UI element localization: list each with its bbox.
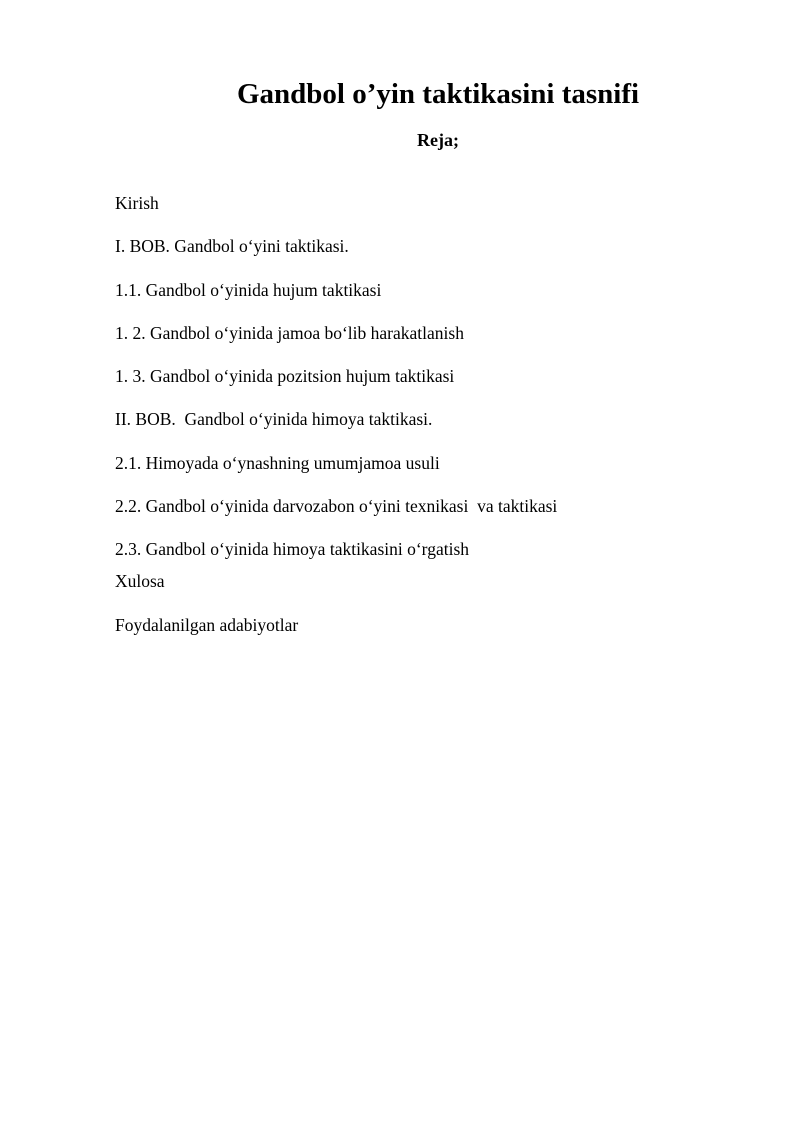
toc-item-conclusion: Xulosa — [115, 571, 165, 591]
toc-item-chapter-2: II. BOB. Gandbol o‘yinida himoya taktikasi. — [115, 409, 433, 429]
toc-item-section-1-3: 1. 3. Gandbol o‘yinida pozitsion hujum taktikasi — [115, 366, 455, 386]
toc-item-chapter-1: I. BOB. Gandbol o‘yini taktikasi. — [115, 236, 349, 256]
document-title: Gandbol o’yin taktikasini tasnifi — [236, 78, 640, 110]
toc-item-section-1-1: 1.1. Gandbol o‘yinida hujum taktikasi — [115, 280, 382, 300]
toc-item-section-1-2: 1. 2. Gandbol o‘yinida jamoa bo‘lib harakatlanish — [115, 323, 464, 343]
toc-item-references: Foydalanilgan adabiyotlar — [115, 615, 299, 635]
toc-item-introduction: Kirish — [115, 193, 159, 213]
plan-heading: Reja; — [417, 130, 459, 150]
toc-item-section-2-3: 2.3. Gandbol o‘yinida himoya taktikasini o‘rgatish — [115, 539, 469, 559]
toc-item-section-2-1: 2.1. Himoyada o‘ynashning umumjamoa usuli — [115, 453, 440, 473]
toc-item-section-2-2: 2.2. Gandbol o‘yinida darvozabon o‘yini texnikasi va taktikasi — [115, 496, 558, 516]
